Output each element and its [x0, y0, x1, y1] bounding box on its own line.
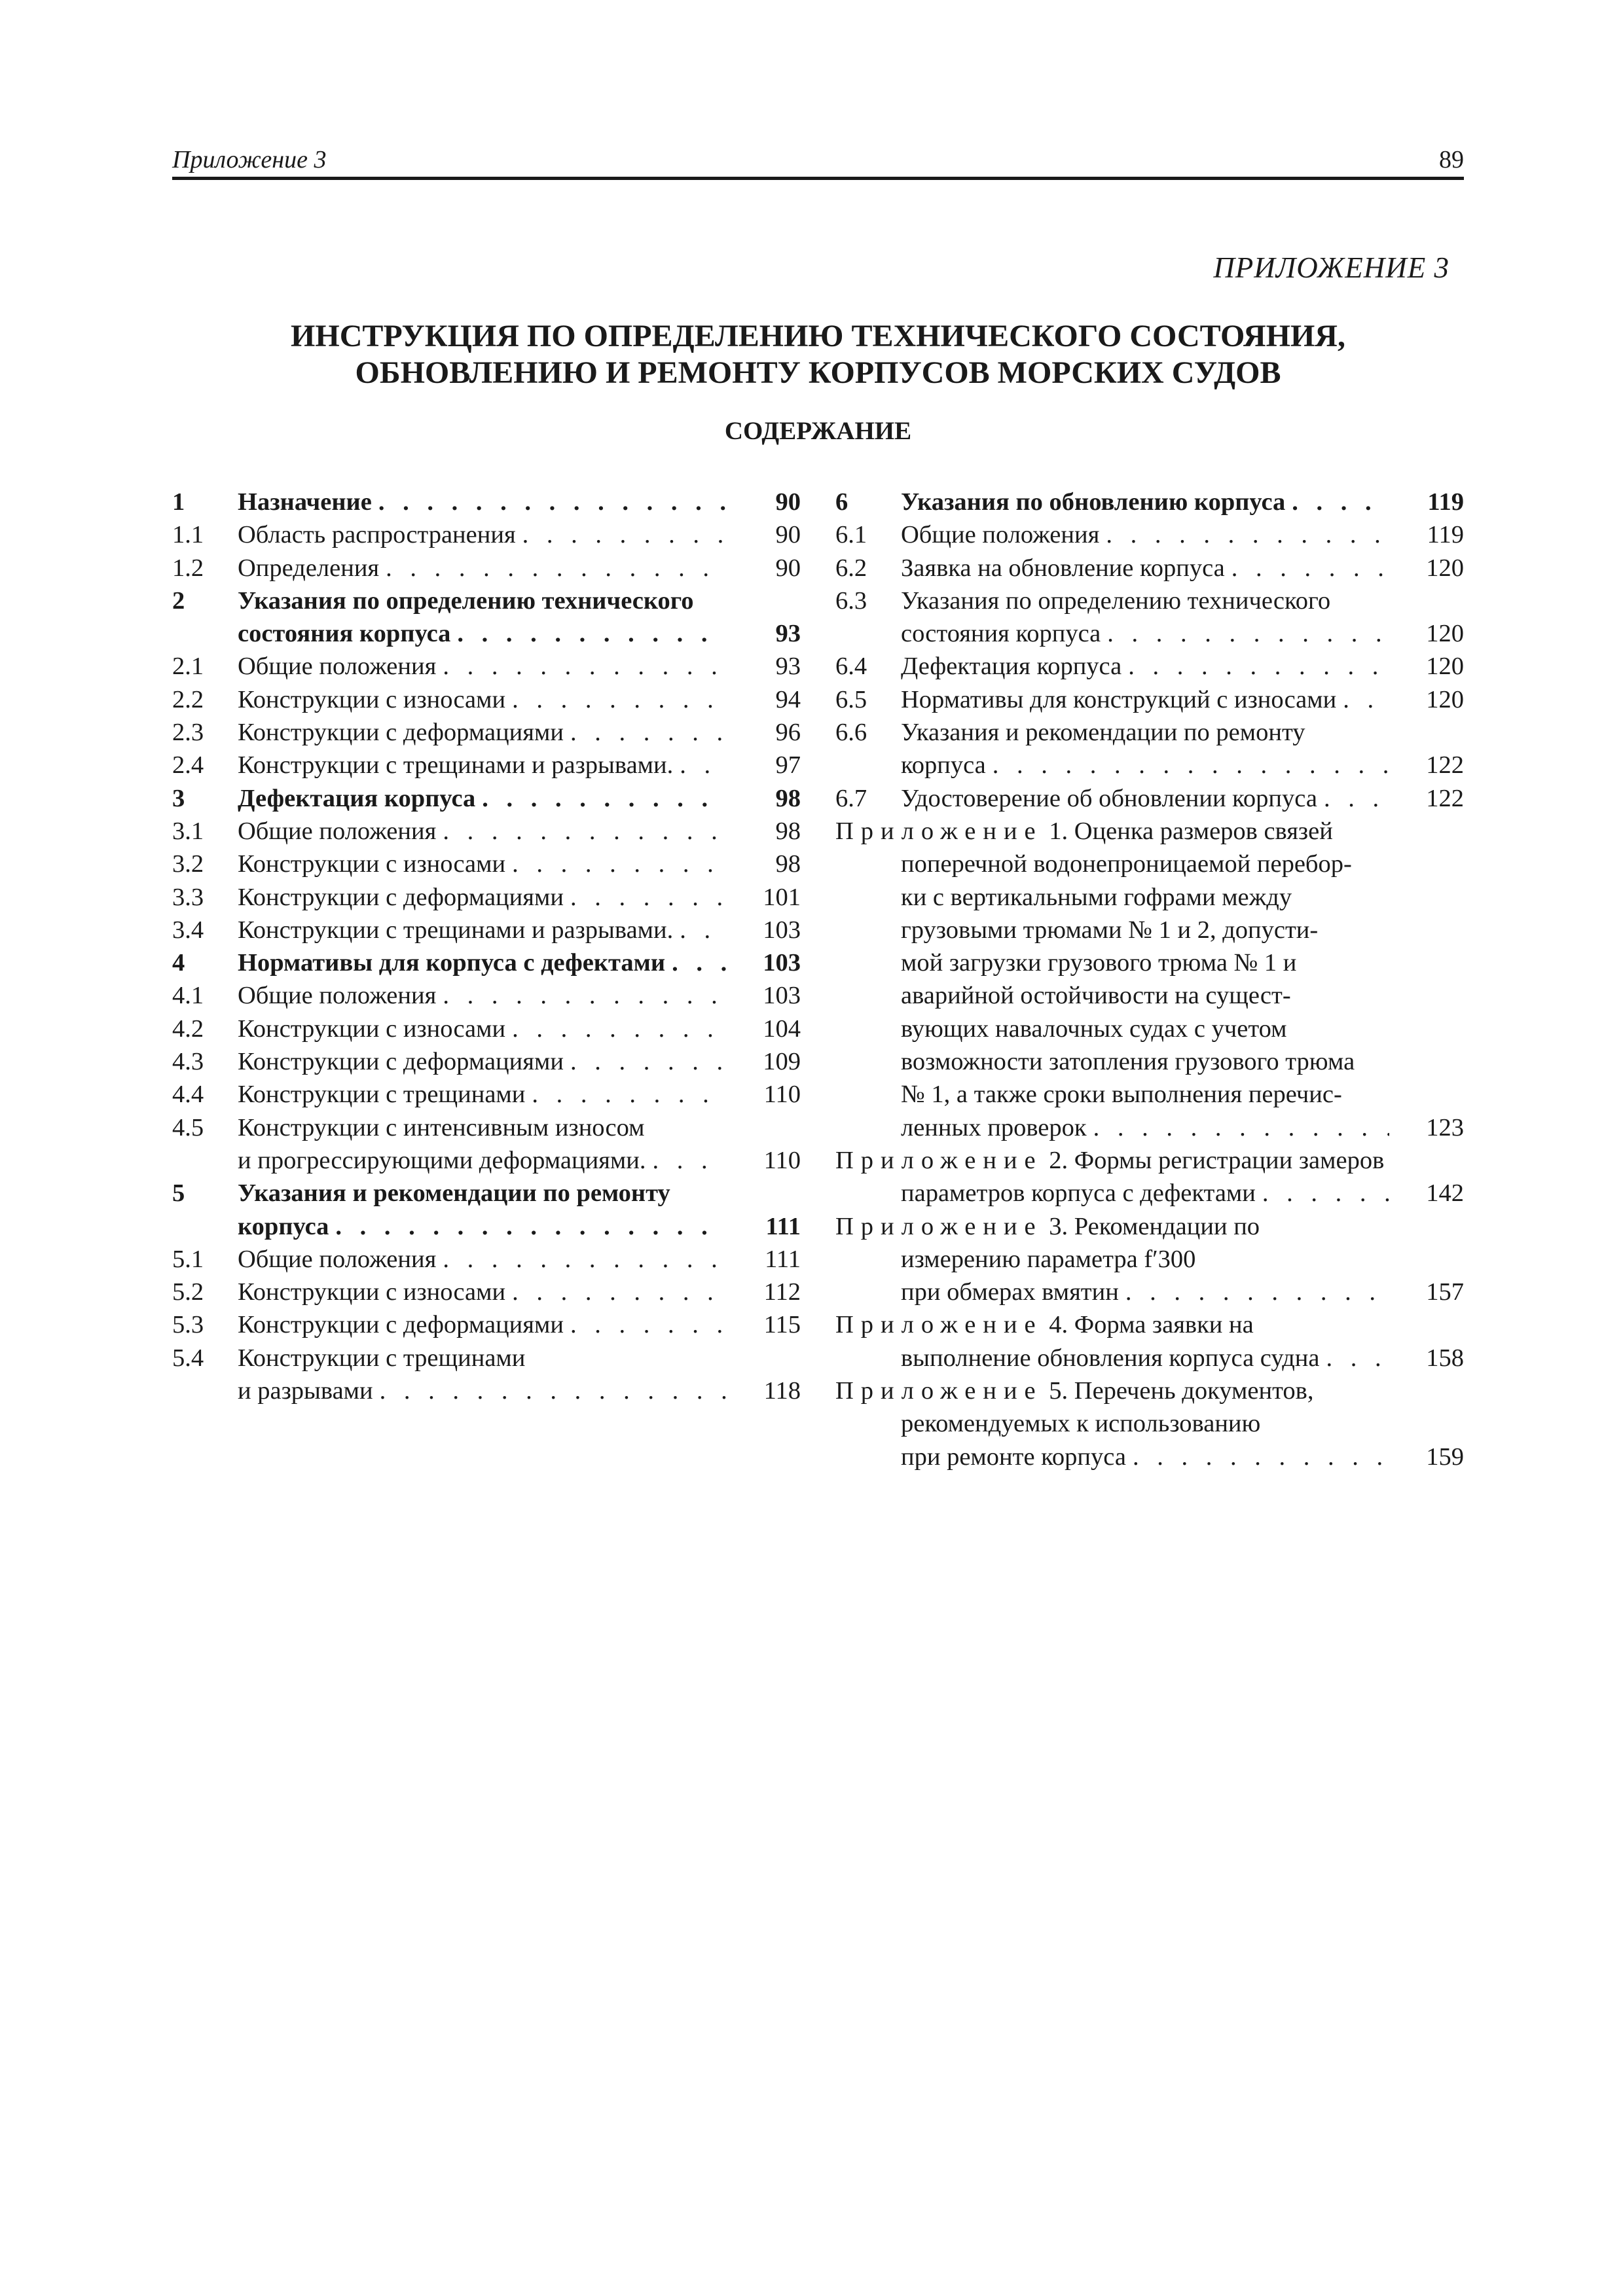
toc-entry-text	[901, 1078, 1464, 1111]
toc-entry-text	[901, 1111, 1464, 1144]
toc-entry-text	[238, 1210, 801, 1243]
toc-entry-text	[238, 1276, 801, 1308]
toc-entry	[172, 518, 801, 551]
toc-entry-label: № 1, а также сроки выполнения перечис-	[901, 1081, 1349, 1108]
toc-entry	[172, 914, 801, 946]
toc-entry-text	[835, 815, 1464, 848]
toc-entry-text	[238, 1013, 801, 1045]
toc-entry-number: 4.4	[172, 1081, 204, 1109]
toc-entry	[172, 1144, 801, 1177]
toc-entry-label: 3. Рекомендации по	[1049, 1212, 1260, 1240]
toc-entry-text	[238, 782, 801, 815]
toc-entry-text	[238, 552, 801, 584]
toc-left-column	[172, 486, 801, 1407]
toc-entry-number: 4	[172, 949, 185, 977]
page-number: 89	[1439, 146, 1464, 173]
toc-entry	[172, 1013, 801, 1045]
toc-entry-number: 5.3	[172, 1311, 204, 1339]
toc-entry-number: 1.2	[172, 554, 204, 582]
toc-entry-label: при ремонте корпуса	[901, 1443, 1133, 1471]
toc-entry	[835, 486, 1464, 518]
toc-entry-number: 3	[172, 784, 185, 812]
toc-entry	[835, 1407, 1464, 1440]
toc-entry-text	[238, 518, 801, 551]
toc-entry-text	[835, 1210, 1464, 1243]
toc-entry-label: 1. Оценка размеров связей	[1049, 817, 1333, 845]
toc-entry	[172, 486, 801, 518]
toc-entry	[835, 1210, 1464, 1243]
toc-entry-label: Конструкции с трещинами	[238, 1081, 532, 1108]
toc-entry	[835, 979, 1464, 1012]
toc-entry	[172, 1078, 801, 1111]
toc-entry	[172, 749, 801, 781]
toc-entry-label: и прогрессирующими деформациями.	[238, 1147, 653, 1174]
toc-entry	[835, 518, 1464, 551]
toc-entry-page: 122	[1389, 749, 1464, 781]
toc-entry-label: мой загрузки грузового трюма № 1 и	[901, 949, 1303, 977]
toc-entry-number: 6.1	[835, 521, 867, 549]
toc-entry-page: 123	[1389, 1111, 1464, 1144]
toc-entry	[172, 1308, 801, 1341]
toc-entry-text	[901, 650, 1464, 683]
toc-entry-text	[238, 881, 801, 914]
toc-entry	[835, 1308, 1464, 1341]
toc-entry-label: Конструкции с износами	[238, 686, 512, 713]
toc-entry	[835, 1013, 1464, 1045]
toc-entry-text	[238, 815, 801, 848]
toc-entry-page: 120	[1389, 617, 1464, 650]
toc-entry	[172, 617, 801, 650]
toc-entry-page: 142	[1389, 1177, 1464, 1210]
toc-entry-text	[901, 782, 1464, 815]
toc-entry-text	[901, 1243, 1464, 1276]
toc-entry-text	[901, 1407, 1464, 1440]
toc-entry-label: Общие положения	[238, 982, 443, 1009]
document-title-line: ИНСТРУКЦИЯ ПО ОПРЕДЕЛЕНИЮ ТЕХНИЧЕСКОГО СОСТОЯНИЯ,	[291, 319, 1345, 353]
toc-entry-label: Общие положения	[238, 817, 443, 845]
toc-entry-text	[238, 979, 801, 1012]
toc-entry-number: 3.3	[172, 883, 204, 911]
toc-entry-text	[901, 716, 1464, 749]
toc-entry-label: Дефектация корпуса	[901, 653, 1128, 680]
toc-entry-page: 111	[726, 1243, 801, 1276]
toc-entry	[172, 683, 801, 716]
toc-entry-text	[238, 650, 801, 683]
toc-entry-label: Общие положения	[238, 1246, 443, 1273]
toc-entry-label: состояния корпуса	[901, 620, 1107, 647]
toc-entry	[835, 1342, 1464, 1374]
toc-entry	[835, 1243, 1464, 1276]
toc-entry-label: Указания и рекомендации по ремонту	[901, 719, 1312, 746]
toc-entry-text	[238, 848, 801, 880]
toc-entry	[172, 1243, 801, 1276]
toc-entry-text	[901, 1013, 1464, 1045]
toc-entry-page: 120	[1389, 683, 1464, 716]
toc-entry	[835, 716, 1464, 749]
toc-entry-label: вующих навалочных судах с учетом	[901, 1015, 1294, 1043]
toc-entry-number: 2	[172, 586, 185, 615]
toc-entry-label: Конструкции с износами	[238, 1015, 512, 1043]
toc-entry-label: Нормативы для корпуса с дефектами	[238, 949, 672, 977]
toc-entry-text	[238, 749, 801, 781]
toc-entry-page: 101	[726, 881, 801, 914]
toc-entry-number: 5	[172, 1179, 185, 1208]
toc-entry-page: 120	[1389, 552, 1464, 584]
toc-entry-label: при обмерах вмятин	[901, 1278, 1125, 1306]
toc-entry-label: Конструкции с деформациями	[238, 884, 570, 911]
toc-entry	[835, 848, 1464, 880]
toc-entry-page: 97	[726, 749, 801, 781]
toc-entry-label: Конструкции с интенсивным износом	[238, 1114, 651, 1141]
toc-entry	[172, 979, 801, 1012]
toc-entry-label: Конструкции с деформациями	[238, 1311, 570, 1338]
toc-entry-label: Назначение	[238, 488, 378, 516]
toc-entry	[172, 946, 801, 979]
toc-entry-label: Удостоверение об обновлении корпуса	[901, 785, 1324, 812]
toc-entry-text	[238, 1342, 801, 1374]
toc-entry-text	[238, 914, 801, 946]
toc-entry-label: Конструкции с трещинами	[238, 1344, 532, 1372]
toc-entry-label: выполнение обновления корпуса судна	[901, 1344, 1326, 1372]
toc-entry-number: 6.2	[835, 554, 867, 582]
toc-entry-page: 112	[726, 1276, 801, 1308]
toc-entry-label: Конструкции с трещинами и разрывами.	[238, 916, 680, 944]
toc-entry-number: 2.4	[172, 751, 204, 780]
toc-entry-page: 103	[726, 979, 801, 1012]
toc-entry	[172, 1374, 801, 1407]
toc-entry	[835, 1045, 1464, 1078]
toc-entry-text	[835, 1374, 1464, 1407]
toc-entry	[172, 1342, 801, 1374]
toc-entry-page: 109	[726, 1045, 801, 1078]
toc-entry-label: состояния корпуса	[238, 620, 457, 647]
toc-entry-label: ки с вертикальными гофрами между	[901, 884, 1298, 911]
toc-entry-label: Нормативы для конструкций с износами	[901, 686, 1343, 713]
toc-entry-prefix: Приложение	[835, 1311, 1043, 1339]
toc-entry-label: 2. Формы регистрации замеров	[1049, 1146, 1385, 1174]
toc-entry-label: Конструкции с деформациями	[238, 719, 570, 746]
toc-entry	[835, 914, 1464, 946]
toc-entry	[172, 1210, 801, 1243]
toc-entry-page: 103	[726, 946, 801, 979]
toc-entry-label: корпуса	[238, 1213, 335, 1240]
toc-entry	[172, 552, 801, 584]
toc-entry-prefix: Приложение	[835, 1212, 1043, 1240]
toc-entry-page: 103	[726, 914, 801, 946]
toc-entry-number: 1	[172, 488, 185, 516]
toc-entry-label: Конструкции с износами	[238, 850, 512, 878]
toc-entry-text	[901, 881, 1464, 914]
running-header-title: Приложение 3	[172, 146, 327, 173]
toc-entry-number: 4.5	[172, 1113, 204, 1141]
toc-entry	[835, 617, 1464, 650]
toc-entry-number: 6.6	[835, 719, 867, 747]
toc-entry-page: 98	[726, 848, 801, 880]
toc-entry-number: 4.3	[172, 1048, 204, 1076]
toc-entry-label: поперечной водонепроницаемой перебор-	[901, 850, 1359, 878]
toc-entry-text	[238, 1243, 801, 1276]
toc-entry-number: 3.1	[172, 817, 204, 845]
toc-entry	[835, 552, 1464, 584]
toc-entry-number: 5.1	[172, 1245, 204, 1273]
toc-entry	[835, 1374, 1464, 1407]
toc-entry-page: 90	[726, 518, 801, 551]
toc-entry-label: рекомендуемых к использованию	[901, 1410, 1267, 1437]
toc-entry-number: 5.2	[172, 1278, 204, 1306]
toc-entry-number: 4.2	[172, 1014, 204, 1043]
toc-entry-page: 110	[726, 1078, 801, 1111]
toc-entry-label: Общие положения	[901, 521, 1106, 548]
toc-entry-text	[901, 979, 1464, 1012]
toc-entry-text	[901, 914, 1464, 946]
toc-entry-text	[901, 617, 1464, 650]
toc-entry-number: 1.1	[172, 521, 204, 549]
toc-entry-number: 6.5	[835, 685, 867, 713]
toc-entry-page: 157	[1389, 1276, 1464, 1308]
toc-entry-page: 111	[726, 1210, 801, 1243]
toc-entry	[835, 1441, 1464, 1473]
toc-entry-label: Конструкции с трещинами и разрывами.	[238, 751, 680, 779]
toc-entry-text	[238, 1111, 801, 1144]
toc-entry	[835, 749, 1464, 781]
toc-entry-label: Область распространения	[238, 521, 522, 548]
toc-entry-label: Конструкции с износами	[238, 1278, 512, 1306]
toc-entry-label: аварийной остойчивости на сущест-	[901, 982, 1298, 1009]
toc-entry-text	[238, 584, 801, 617]
toc-entry-prefix: Приложение	[835, 1377, 1043, 1405]
toc-entry	[172, 881, 801, 914]
toc-entry-label: и разрывами	[238, 1377, 380, 1405]
toc-entry-text	[901, 1441, 1464, 1473]
toc-entry-text	[901, 1177, 1464, 1210]
toc-entry-page: 94	[726, 683, 801, 716]
toc-entry-text	[238, 1144, 801, 1177]
toc-entry-text	[238, 1045, 801, 1078]
toc-entry-label: Указания по определению технического	[238, 587, 701, 615]
toc-entry-page: 159	[1389, 1441, 1464, 1473]
toc-entry-text	[238, 1308, 801, 1341]
toc-entry-page: 120	[1389, 650, 1464, 683]
toc-entry-text	[238, 617, 801, 650]
toc-entry-text	[238, 1374, 801, 1407]
toc-entry	[172, 716, 801, 749]
toc-entry-label: Указания по определению технического	[901, 587, 1337, 615]
toc-entry-number: 2.3	[172, 719, 204, 747]
toc-entry-page: 96	[726, 716, 801, 749]
toc-entry-text	[901, 1276, 1464, 1308]
toc-entry-prefix: Приложение	[835, 817, 1043, 845]
toc-entry-text	[901, 552, 1464, 584]
toc-entry	[835, 683, 1464, 716]
toc-entry-text	[238, 716, 801, 749]
toc-entry-page: 119	[1389, 486, 1464, 518]
toc-entry-text	[901, 946, 1464, 979]
toc-entry-label: Указания и рекомендации по ремонту	[238, 1179, 677, 1207]
toc-entry	[835, 782, 1464, 815]
toc-entry-label: 5. Перечень документов,	[1049, 1377, 1314, 1405]
toc-entry-prefix: Приложение	[835, 1146, 1043, 1174]
toc-entry-text	[238, 683, 801, 716]
toc-entry-text	[901, 1342, 1464, 1374]
toc-entry-label: параметров корпуса с дефектами	[901, 1179, 1262, 1207]
toc-entry-label: Конструкции с деформациями	[238, 1048, 570, 1075]
toc-entry-text	[835, 1144, 1464, 1177]
toc-entry-label: 4. Форма заявки на	[1049, 1311, 1254, 1339]
document-title-line: ОБНОВЛЕНИЮ И РЕМОНТУ КОРПУСОВ МОРСКИХ СУДОВ	[355, 355, 1281, 390]
toc-entry-text	[238, 486, 801, 518]
toc-entry	[835, 1177, 1464, 1210]
toc-entry	[835, 881, 1464, 914]
toc-entry-page: 93	[726, 650, 801, 683]
toc-entry	[835, 815, 1464, 848]
toc-entry	[172, 1276, 801, 1308]
toc-entry-page: 110	[726, 1144, 801, 1177]
toc-entry	[172, 782, 801, 815]
toc-entry-number: 6.7	[835, 784, 867, 812]
toc-entry-number: 3.2	[172, 850, 204, 878]
toc-entry	[172, 1045, 801, 1078]
toc-entry-text	[238, 946, 801, 979]
contents-heading: СОДЕРЖАНИЕ	[724, 417, 912, 445]
toc-entry-text	[835, 1308, 1464, 1341]
toc-entry	[835, 650, 1464, 683]
toc-entry-page: 118	[726, 1374, 801, 1407]
toc-entry-number: 4.1	[172, 982, 204, 1010]
running-header	[172, 143, 1464, 180]
toc-entry	[835, 1276, 1464, 1308]
toc-entry-page: 119	[1389, 518, 1464, 551]
toc-entry-label: Дефектация корпуса	[238, 785, 482, 812]
toc-entry-text	[238, 1078, 801, 1111]
toc-entry-page: 90	[726, 486, 801, 518]
toc-entry-text	[901, 486, 1464, 518]
toc-entry-label: Заявка на обновление корпуса	[901, 554, 1231, 582]
toc-entry	[172, 584, 801, 617]
toc-entry-label: корпуса	[901, 751, 993, 779]
toc-entry	[835, 1111, 1464, 1144]
toc-entry	[172, 815, 801, 848]
toc-entry-text	[901, 749, 1464, 781]
toc-entry-number: 2.1	[172, 653, 204, 681]
toc-entry	[835, 1078, 1464, 1111]
toc-entry-text	[901, 848, 1464, 880]
toc-entry-text	[901, 584, 1464, 617]
toc-entry-label: Указания по обновлению корпуса	[901, 488, 1292, 516]
toc-entry-page: 115	[726, 1308, 801, 1341]
toc-entry-page: 122	[1389, 782, 1464, 815]
toc-entry	[172, 1177, 801, 1210]
toc-entry-number: 2.2	[172, 685, 204, 713]
toc-entry-number: 6	[835, 488, 848, 516]
toc-entry-page: 93	[726, 617, 801, 650]
toc-entry	[835, 1144, 1464, 1177]
toc-entry	[172, 1111, 801, 1144]
toc-entry-label: грузовыми трюмами № 1 и 2, допусти-	[901, 916, 1324, 944]
toc-entry-page: 98	[726, 815, 801, 848]
toc-entry-page: 98	[726, 782, 801, 815]
toc-entry-label: измерению параметра f′300	[901, 1246, 1202, 1273]
toc-entry-page: 104	[726, 1013, 801, 1045]
toc-entry-page: 90	[726, 552, 801, 584]
document-title	[172, 318, 1464, 391]
toc-entry-label: ленных проверок	[901, 1114, 1093, 1141]
toc-entry-number: 6.3	[835, 586, 867, 615]
toc-entry-text	[238, 1177, 801, 1210]
toc-entry	[172, 650, 801, 683]
toc-entry	[835, 946, 1464, 979]
toc-right-column	[835, 486, 1464, 1473]
toc-entry-label: Общие положения	[238, 653, 443, 680]
toc-entry-label: возможности затопления грузового трюма	[901, 1048, 1361, 1075]
toc-entry	[835, 584, 1464, 617]
toc-entry-text	[901, 1045, 1464, 1078]
toc-entry-text	[901, 518, 1464, 551]
toc-entry-number: 5.4	[172, 1344, 204, 1372]
toc-entry-page: 158	[1389, 1342, 1464, 1374]
toc-entry-label: Определения	[238, 554, 386, 582]
toc-entry-text	[901, 683, 1464, 716]
appendix-label: ПРИЛОЖЕНИЕ 3	[1213, 251, 1450, 284]
toc-entry	[172, 848, 801, 880]
toc-entry-number: 3.4	[172, 916, 204, 944]
toc-entry-number: 6.4	[835, 653, 867, 681]
